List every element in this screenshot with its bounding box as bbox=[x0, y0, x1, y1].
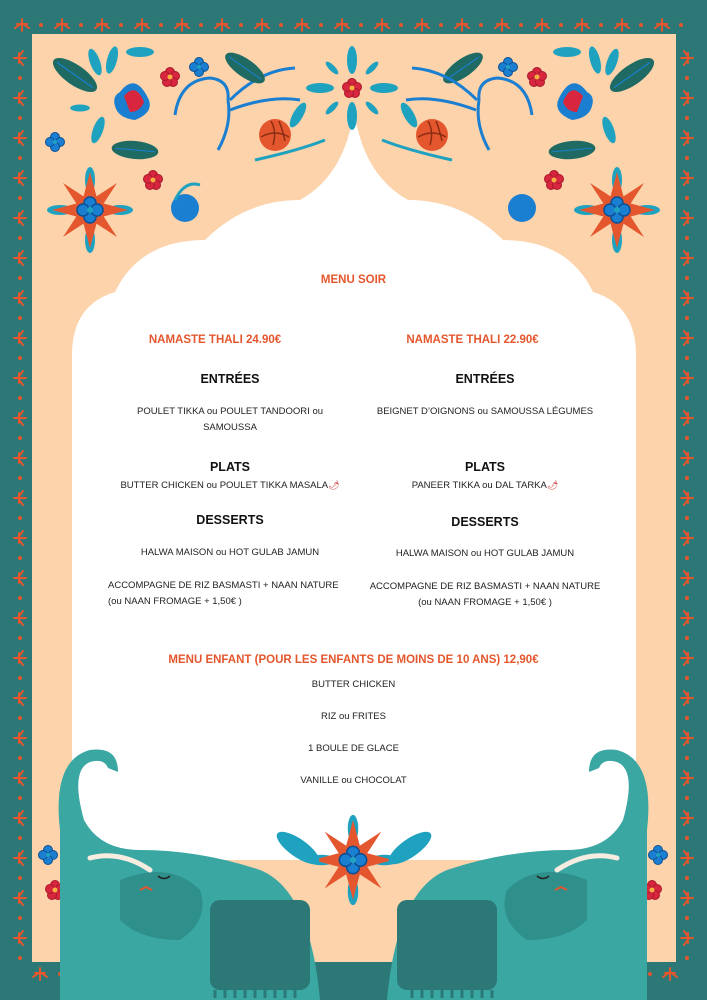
left-accompagne-line1: ACCOMPAGNE DE RIZ BASMASTI + NAAN NATURE bbox=[108, 580, 339, 591]
right-desserts-heading: DESSERTS bbox=[451, 515, 519, 529]
kids-menu-item: BUTTER CHICKEN bbox=[311, 679, 396, 690]
right-entrees-items: BEIGNET D’OIGNONS ou SAMOUSSA LÉGUMES bbox=[376, 406, 594, 417]
kids-menu-item: 1 BOULE DE GLACE bbox=[308, 743, 399, 754]
kids-menu-item: RIZ ou FRITES bbox=[321, 711, 386, 722]
left-entrees-heading: ENTRÉES bbox=[200, 372, 260, 386]
chili-pepper-icon: 🌶 bbox=[546, 480, 559, 490]
right-thali-title: NAMASTE THALI 22.90€ bbox=[406, 334, 539, 346]
right-entrees-heading: ENTRÉES bbox=[455, 372, 515, 386]
right-accompagne-line1: ACCOMPAGNE DE RIZ BASMASTI + NAAN NATURE bbox=[369, 581, 601, 592]
left-desserts-heading: DESSERTS bbox=[196, 513, 264, 527]
right-desserts-items: HALWA MAISON ou HOT GULAB JAMUN bbox=[395, 548, 575, 559]
left-accompagne-line2: (ou NAAN FROMAGE + 1,50€ ) bbox=[108, 596, 242, 607]
kids-menu-title: MENU ENFANT (POUR LES ENFANTS DE MOINS DE 10 ANS) 12,90€ bbox=[168, 654, 539, 666]
right-plats-heading: PLATS bbox=[464, 460, 506, 474]
right-accompagne-line2: (ou NAAN FROMAGE + 1,50€ ) bbox=[418, 597, 552, 608]
left-thali-title: NAMASTE THALI 24.90€ bbox=[148, 334, 282, 346]
right-plats-items: PANEER TIKKA ou DAL TARKA🌶 bbox=[411, 480, 559, 491]
menu-title: MENU SOIR bbox=[320, 274, 387, 286]
left-desserts-items: HALWA MAISON ou HOT GULAB JAMUN bbox=[140, 547, 320, 558]
left-plats-items: BUTTER CHICKEN ou POULET TIKKA MASALA🌶 bbox=[120, 480, 340, 491]
left-plats-heading: PLATS bbox=[209, 460, 251, 474]
left-entrees-items: POULET TIKKA ou POULET TANDOORI ou SAMOUSSA bbox=[136, 406, 324, 433]
kids-menu-item: VANILLE ou CHOCOLAT bbox=[300, 775, 407, 786]
chili-pepper-icon: 🌶 bbox=[328, 480, 340, 490]
